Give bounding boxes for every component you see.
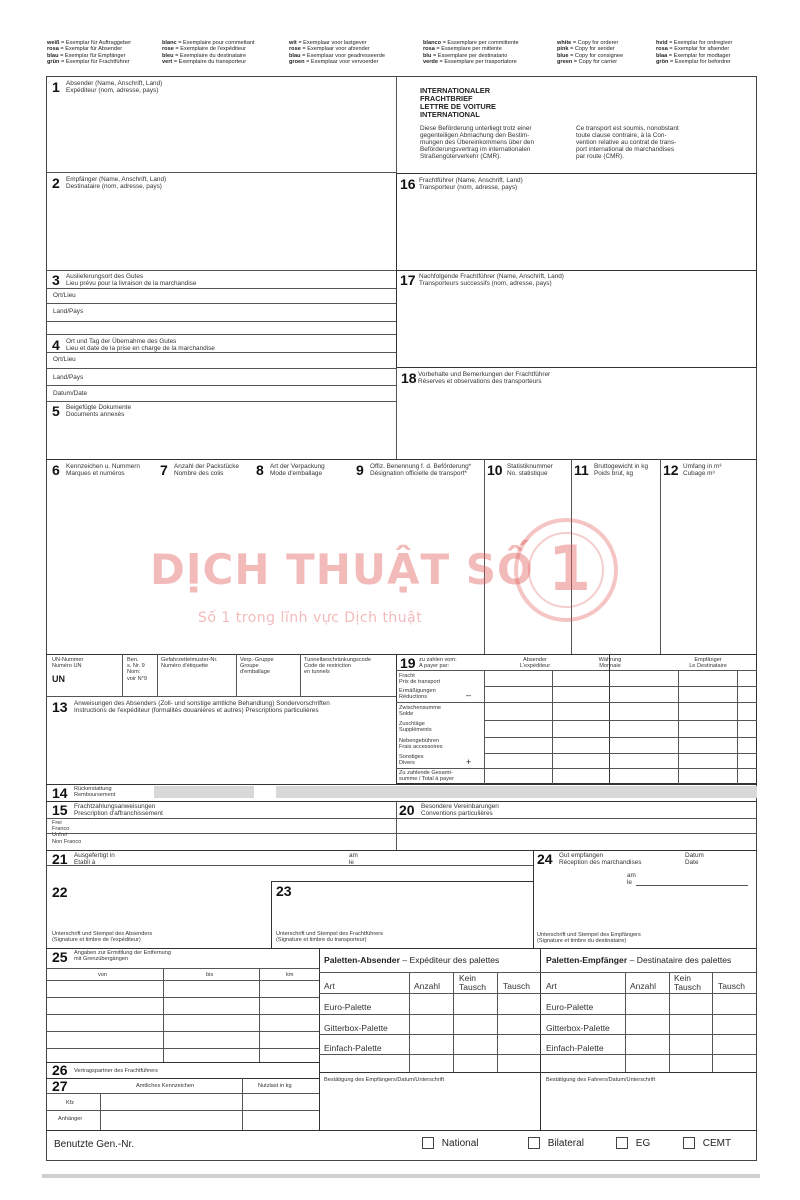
divider [46, 1048, 319, 1049]
cemt-checkbox[interactable] [683, 1137, 695, 1149]
divider [271, 881, 533, 882]
divider [319, 1014, 540, 1015]
divider [396, 670, 757, 671]
row-single: Einfach-Palette [546, 1043, 604, 1053]
eg-label: EG [635, 1137, 651, 1149]
col-count: Anzahl [414, 981, 440, 991]
country-label: Land/Pays [53, 308, 84, 315]
date-label: Datum/Date [53, 390, 88, 397]
divider [484, 753, 757, 754]
divider [163, 968, 164, 1062]
field-1-sender[interactable] [46, 76, 396, 172]
col-exchange: Tausch [503, 981, 530, 991]
divider [259, 968, 260, 1062]
field-number: 5 [52, 403, 60, 419]
un-name-label: Ben. s. Nr. 9 Nom: voir N°9 [127, 657, 147, 682]
receiver-confirmation: Bestätigung des Empfängers/Datum/Unterschrift [324, 1077, 445, 1083]
divider [737, 670, 738, 784]
field-label: Kennzeichen u. Nummern Marques et numéros [66, 463, 140, 477]
field-number: 24 [537, 851, 553, 867]
pallets-receiver-title: Paletten-Empfänger [546, 955, 628, 965]
pallets-sender-title: Paletten-Absender [324, 955, 400, 965]
col-type: Art [546, 981, 557, 991]
field-label: Nachfolgende Frachtführer (Name, Anschrift, Land) Transporteurs successifs (nom, adresse, pays) [419, 273, 564, 287]
truck-label: Kfz [66, 1100, 75, 1106]
divider [319, 993, 540, 994]
field-number: 17 [400, 272, 416, 288]
date-label: Datum Date [685, 852, 704, 866]
field-15-payment-instructions[interactable] [46, 801, 396, 850]
divider [609, 654, 610, 784]
used-gen-nr-label: Benutzte Gen.-Nr. [54, 1139, 135, 1150]
field-label: Rückerstattung Remboursement [74, 786, 116, 799]
copy-legend [47, 40, 759, 74]
country-label: Land/Pays [53, 374, 84, 381]
divider [236, 654, 237, 696]
place-label: Ort/Lieu [53, 356, 76, 363]
field-label: Art der Verpackung Mode d'emballage [270, 463, 325, 477]
plus-sign: + [466, 757, 472, 767]
col-type: Art [324, 981, 335, 991]
bilateral-label: Bilateral [547, 1137, 584, 1149]
copy-col-da: hvid = Exemplar for ordregiver rosa = Exemplar for afsender blaa = Exemplar for modtager grön = Exemplar for befordrer [656, 40, 733, 66]
field-16-carrier[interactable] [396, 173, 757, 271]
field-number: 13 [52, 699, 68, 715]
divider [46, 818, 396, 819]
divider [660, 459, 661, 654]
divider [453, 972, 454, 1072]
col-no-exchange: Kein Tausch [459, 973, 486, 992]
field-number: 23 [276, 883, 292, 899]
divider [122, 654, 123, 696]
shaded-area [154, 786, 254, 798]
divider [396, 833, 757, 834]
row-gitterbox: Gitterbox-Palette [546, 1023, 610, 1033]
divider [712, 972, 713, 1072]
row-reductions: Ermäßigungen Réductions [399, 688, 436, 701]
field-18-reservations[interactable] [396, 368, 757, 459]
pallets-receiver-subtitle: – Destinataire des palettes [629, 955, 732, 965]
divider [46, 288, 396, 289]
field-label: Besondere Vereinbarungen Conventions particulières [421, 803, 499, 817]
field-label: Anzahl der Packstücke Nombre des colis [174, 463, 240, 477]
col-no-exchange: Kein Tausch [674, 973, 701, 992]
field-number: 2 [52, 175, 60, 191]
field-21-issued[interactable] [46, 850, 533, 880]
packing-group-label: Verp.-Gruppe Groupe d'emballage [240, 657, 274, 676]
divider [46, 303, 396, 304]
bilateral-checkbox[interactable] [528, 1137, 540, 1149]
divider [396, 702, 757, 703]
watermark-logo-digit: 1 [548, 532, 592, 605]
eg-checkbox[interactable] [616, 1137, 628, 1149]
col-currency: Währung Monnaie [598, 657, 622, 670]
field-number: 16 [400, 176, 416, 192]
place-label: Ort/Lieu [53, 292, 76, 299]
cmr-text-de: Diese Beförderung unterliegt trotz einer gegenteiligen Abmachung den Bestim- mungen des Übereinkommens über den Beförderungsvertrag im internationalen Straßengüterverkehr (CMR). [420, 125, 535, 160]
divider [484, 686, 757, 687]
national-label: National [441, 1137, 479, 1149]
col-sender: Absender L'expéditeur [519, 657, 551, 670]
field-number: 3 [52, 272, 60, 288]
form-title: INTERNATIONALER FRACHTBRIEF LETTRE DE VOITURE INTERNATIONAL [420, 86, 496, 119]
field-number: 8 [256, 462, 264, 478]
cmr-text-fr: Ce transport est soumis, nonobstant toute clause contraire, à la Con- vention relative au contrat de trans- port international de marchandises par route (CMR). [576, 125, 679, 160]
field-24-goods-received[interactable] [533, 850, 757, 948]
national-option[interactable] [422, 1137, 478, 1149]
col-from: von [98, 972, 108, 978]
divider [396, 768, 757, 769]
field-label: Frachtzahlungsanweisungen Prescription d'affranchissement [74, 803, 163, 817]
copy-col-de: weiß = Exemplar für Auftraggeber rosa = Exemplar für Absender blau = Exemplar für Empfänger grün = Exemplar für Frachtführer [47, 40, 132, 66]
divider [46, 833, 396, 834]
row-total: Zu zahlende Gesamt- summe / Total à payer [399, 770, 454, 783]
row-gitterbox: Gitterbox-Palette [324, 1023, 388, 1033]
field-number: 27 [52, 1078, 68, 1094]
copy-col-fr: blanc = Exemplaire pour commettant rose = Exemplaire de l'expéditeur bleu = Exemplaire du destinataire vert = Exemplaire du transporteur [162, 40, 255, 66]
on-label: am le [627, 872, 636, 886]
row-supplements: Zuschläge Suppléments [399, 721, 432, 734]
field-26-contract-partner[interactable] [46, 1062, 319, 1078]
field-5-documents[interactable] [46, 401, 396, 459]
divider [484, 670, 485, 784]
field-label: Empfänger (Name, Anschrift, Land) Destinataire (nom, adresse, pays) [66, 176, 167, 190]
copy-col-it: blanco = Essemplare per committente rosa = Essemplare per mittente blu = Essemplare per destinatario verde = Essemplare per trasportatore [423, 40, 519, 66]
row-misc: Sonstiges Divers [399, 754, 424, 767]
field-label: Absender (Name, Anschrift, Land) Expéditeur (nom, adresse, pays) [66, 80, 163, 94]
field-number: 14 [52, 785, 68, 801]
divider [669, 972, 670, 1072]
pallets-sender-subtitle: – Expéditeur des palettes [402, 955, 500, 965]
divider [100, 1093, 101, 1130]
divider [540, 993, 757, 994]
divider [678, 670, 679, 784]
signature-label: Unterschrift und Stempel des Frachtführers (Signature et timbre du transporteur) [276, 931, 383, 944]
divider [46, 968, 319, 969]
cemt-label: CEMT [702, 1137, 732, 1149]
field-label: Ausgefertigt in Etabli à [74, 852, 115, 866]
field-number: 18 [401, 370, 417, 386]
field-3-delivery-place[interactable] [46, 270, 396, 334]
date-label: am le [349, 852, 358, 866]
bilateral-option[interactable] [528, 1137, 584, 1149]
field-23-carrier-signature[interactable] [271, 881, 533, 948]
divider [46, 1031, 319, 1032]
field-number: 7 [160, 462, 168, 478]
shaded-area [276, 786, 757, 798]
row-euro: Euro-Palette [324, 1002, 372, 1012]
divider [484, 720, 757, 721]
field-label: Statistiknummer No. statistique [507, 463, 553, 477]
field-number: 6 [52, 462, 60, 478]
field-19-label: zu zahlen vom: A payer par: [419, 657, 457, 670]
field-4-takeover[interactable] [46, 334, 396, 404]
freight-options: Frei Franco Unfrei Non Franco [52, 820, 82, 845]
field-number: 19 [400, 655, 416, 671]
field-number: 15 [52, 802, 68, 818]
field-number: 4 [52, 337, 60, 353]
field-label: Ort und Tag der Übernahme des Gutes Lieu et date de la prise en charge de la marchandise [66, 338, 215, 352]
divider [46, 1110, 319, 1111]
col-count: Anzahl [630, 981, 656, 991]
trailer-label: Anhänger [58, 1116, 83, 1122]
field-27-vehicle[interactable] [46, 1078, 319, 1130]
divider [46, 980, 319, 981]
un-number-label: UN-Nummer Numéro UN [52, 657, 84, 670]
divider [46, 865, 533, 866]
field-label: Umfang in m³ Cubage m³ [683, 463, 722, 477]
divider [46, 352, 396, 353]
un-number[interactable] [46, 654, 122, 696]
tunnel-code-label: Tunnelbeschränkungscode Code de restriction en tunnels [304, 657, 371, 676]
divider [636, 885, 748, 886]
field-2-consignee[interactable] [46, 172, 396, 268]
divider [540, 1014, 757, 1015]
minus-sign: – [466, 690, 472, 700]
divider [46, 997, 319, 998]
row-euro: Euro-Palette [546, 1002, 594, 1012]
row-freight: Fracht Prix de transport [399, 673, 441, 686]
divider [319, 972, 540, 973]
divider [540, 1072, 757, 1073]
field-number: 21 [52, 851, 68, 867]
divider [46, 334, 396, 335]
field-number: 10 [487, 462, 503, 478]
field-label: Auslieferungsort des Gutes Lieu prévu pour la livraison de la marchandise [66, 273, 197, 287]
divider [409, 972, 410, 1072]
divider [319, 1034, 540, 1035]
field-17-successive-carriers[interactable] [396, 270, 757, 368]
divider [319, 1054, 540, 1055]
divider [552, 670, 553, 784]
signature-label: Unterschrift und Stempel des Absenders (Signature et timbre de l'expéditeur) [52, 931, 153, 944]
row-accessory-fees: Nebengebühren Frais accessoires [399, 738, 443, 751]
field-25-distance[interactable] [46, 948, 319, 1062]
field-number: 22 [52, 884, 68, 900]
field-label: Gut empfangen Réception des marchandises [559, 852, 642, 866]
field-20-agreements[interactable] [396, 801, 757, 850]
divider [300, 654, 301, 696]
field-number: 20 [399, 802, 415, 818]
field-label: Vorbehalte und Bemerkungen der Frachtführer Réserves et observations des transporteurs [418, 371, 551, 385]
divider [497, 972, 498, 1072]
field-number: 11 [574, 462, 589, 478]
field-label: Bruttogewicht in kg Poids brut, kg [594, 463, 648, 477]
field-label: Frachtführer (Name, Anschrift, Land) Transporteur (nom, adresse, pays) [419, 177, 523, 191]
field-number: 12 [663, 462, 679, 478]
field-label: Vertragspartner des Frachtführers [74, 1068, 158, 1074]
col-to: bis [206, 972, 214, 978]
watermark-title: DỊCH THUẬT SỐ [150, 545, 534, 594]
footer-bar [46, 1130, 757, 1161]
field-19-payment[interactable] [396, 654, 757, 784]
divider [242, 1078, 243, 1130]
watermark-logo [514, 518, 618, 622]
field-22-sender-signature[interactable] [46, 881, 271, 948]
un-label: UN [52, 674, 65, 684]
copy-col-en: white = Copy for orderer pink = Copy for sender blue = Copy for consignee green = Copy for carrier [557, 40, 624, 66]
row-single: Einfach-Palette [324, 1043, 382, 1053]
field-number: 1 [52, 79, 60, 95]
divider [540, 1034, 757, 1035]
field-13-instructions[interactable] [46, 697, 396, 784]
field-label: Offiz. Benennung f. d. Beförderung* Désignation officielle de transport* [370, 463, 472, 477]
col-consignee: Empfänger Le Destinataire [689, 657, 727, 670]
field-number: 9 [356, 462, 364, 478]
field-label: Beigefügte Dokumente Documents annexés [66, 404, 132, 418]
field-number: 25 [52, 949, 68, 965]
payload-label: Nutzlast in kg [258, 1083, 292, 1089]
divider [319, 1072, 540, 1073]
driver-confirmation: Bestätigung des Fahrers/Datum/Unterschrift [546, 1077, 656, 1083]
signature-label: Unterschrift und Stempel des Empfängers (Signature et timbre du destinataire) [537, 932, 641, 945]
bottom-edge [42, 1174, 760, 1178]
divider [540, 1054, 757, 1055]
field-label: Anweisungen des Absenders (Zoll- und sonstige amtliche Behandlung) Sondervorschriften Instructions de l'expéditeur (formalités douanières et autres) Prescriptions particulières [74, 700, 330, 714]
field-14-reimbursement[interactable] [46, 784, 757, 801]
divider [46, 459, 757, 460]
col-km: km [286, 972, 294, 978]
col-exchange: Tausch [718, 981, 745, 991]
divider [625, 972, 626, 1072]
watermark-subtitle: Số 1 trong lĩnh vực Dịch thuật [198, 610, 423, 626]
divider [46, 385, 396, 386]
eg-option[interactable] [616, 1137, 650, 1149]
pallets-sender[interactable] [319, 948, 540, 1130]
cemt-option[interactable] [683, 1137, 731, 1149]
divider [484, 737, 757, 738]
divider [46, 321, 396, 322]
hazard-label: Gefahrzettelmuster-Nr. Numéro d'étiquette [161, 657, 218, 670]
divider [46, 1093, 319, 1094]
plate-label: Amtliches Kennzeichen [136, 1083, 195, 1089]
divider [46, 1014, 319, 1015]
pallets-receiver[interactable] [540, 948, 757, 1130]
divider [540, 972, 757, 973]
row-balance: Zwischensumme Solde [399, 705, 441, 718]
divider [46, 368, 396, 369]
national-checkbox[interactable] [422, 1137, 434, 1149]
copy-col-nl: wit = Exemplaar voor lastgever rose = Exemplaar voor afzender blau = Exemplaar voor geadresseerde groen = Exemplaar voor vervoerder [289, 40, 385, 66]
divider [157, 654, 158, 696]
field-number: 26 [52, 1062, 68, 1078]
field-label: Angaben zur Ermittlung der Entfernung mit Grenzübergängen [74, 950, 172, 963]
divider [396, 818, 757, 819]
